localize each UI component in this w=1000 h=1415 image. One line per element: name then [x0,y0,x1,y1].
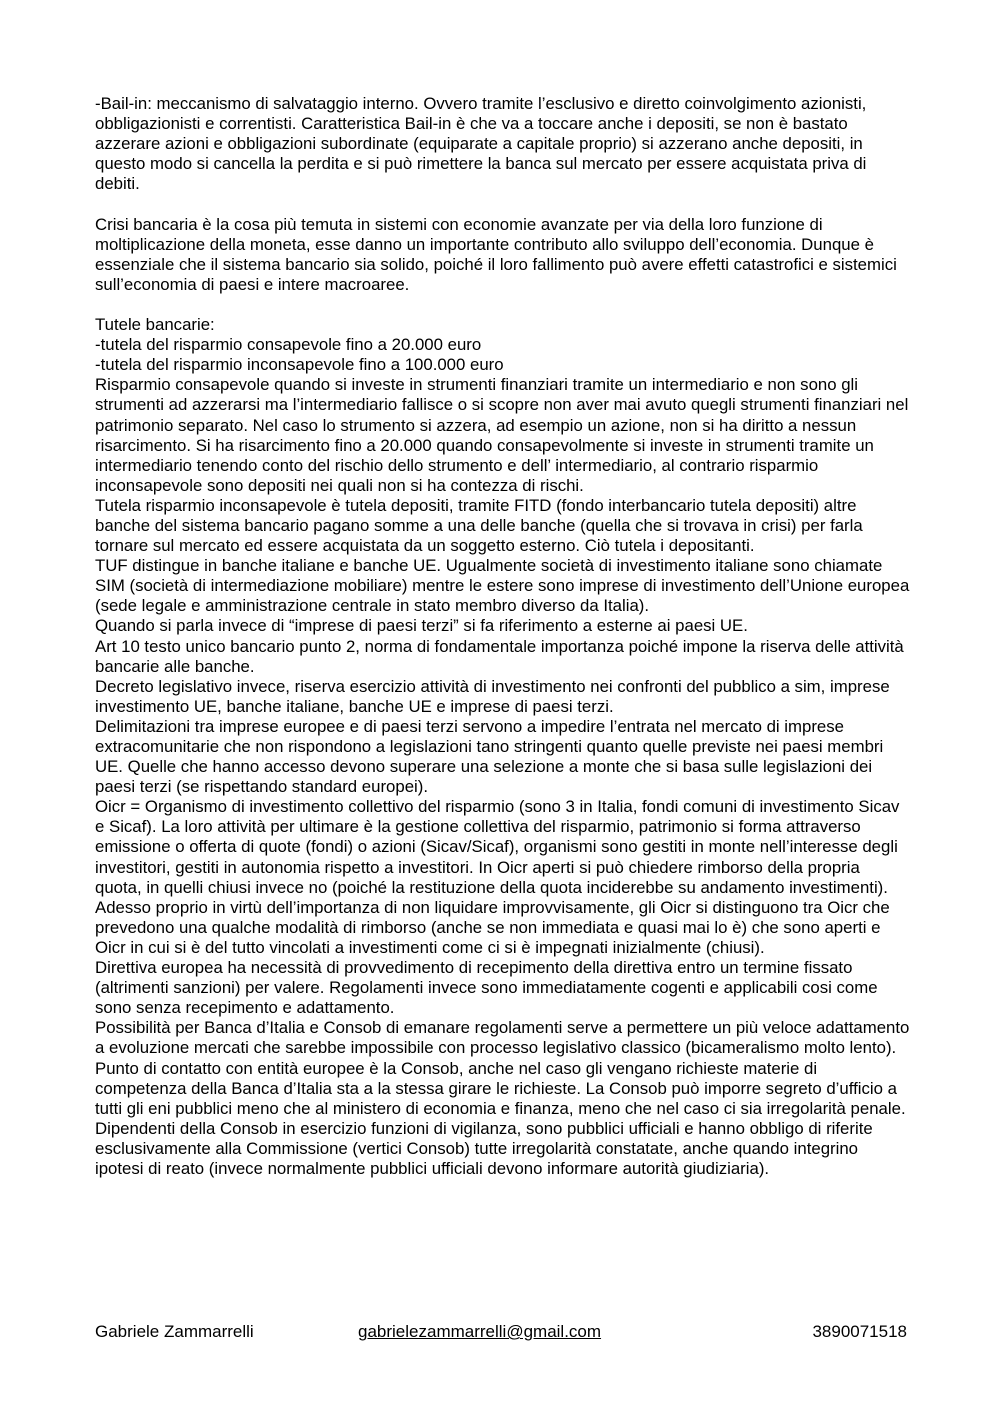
paragraph-tuf: TUF distingue in banche italiane e banche UE. Ugualmente società di investimento italiane sono chiamate SIM (società di intermediazione mobiliare) mentre le estere sono imprese di investimento dell’Unione europea (sede legale e amministrazione centrale in stato membro diverso da Italia). [95,556,910,616]
paragraph-paesi-terzi: Quando si parla invece di “imprese di paesi terzi” si fa riferimento a esterne ai paesi UE. [95,616,748,636]
paragraph-tutele-heading: Tutele bancarie: [95,315,215,335]
paragraph-spacer [95,295,910,315]
author-phone: 3890071518 [812,1322,907,1341]
paragraph-consob: Punto di contatto con entità europee è la Consob, anche nel caso gli vengano richieste materie di competenza della Banca d’Italia sta a la stessa girare le richieste. La Consob può imporre segreto d’ufficio a tutti gli eni pubblici meno che al ministero di economia e finanza, meno che nel caso ci sia irregolarità penale. Dipendenti della Consob in esercizio funzioni di vigilanza, sono pubblici ufficiali e hanno obbligo di riferite esclusivamente alla Commissione (vertici Consob) tutte irregolarità constatate, anche quando integrino ipotesi di reato (invece normalmente pubblici ufficiali devono informare autorità giudiziaria). [95,1058,906,1178]
paragraph-direttiva-europea: Direttiva europea ha necessità di provvedimento di recepimento della direttiva entro un termine fissato (altrimenti sanzioni) per valere. Regolamenti invece sono immediatamente cogenti e applicabili cosi come sono senza recepimento e adattamento. [95,958,878,1018]
paragraph-spacer [95,194,910,214]
paragraph-risparmio-consapevole: Risparmio consapevole quando si investe in strumenti finanziari tramite un intermediario e non sono gli strumenti ad azzerarsi ma l’intermediario fallisce o si scopre non aver mai avuto quegli strumenti finanziari nel patrimonio separato. Nel caso lo strumento si azzera, ad esempio un azione, non si ha diritto a nessun risarcimento. Si ha risarcimento fino a 20.000 quando consapevolmente si investe in strumenti tramite un intermediario tenendo conto del rischio dello strumento e dell’ intermediario, al contrario risparmio inconsapevole sono depositi nei quali non si ha contezza di rischi. [95,375,909,495]
paragraph-delimitazioni: Delimitazioni tra imprese europee e di paesi terzi servono a impedire l’entrata nel mercato di imprese extracomunitarie che non rispondono a legislazioni tano stringenti quanto quelle previste nei paesi membri UE. Quelle che hanno accesso devono superare una selezione a monte che si basa sulle legislazioni dei paesi terzi (se rispettando standard europei). [95,716,884,797]
paragraph-decreto-legislativo: Decreto legislativo invece, riserva esercizio attività di investimento nei confronti del pubblico a sim, imprese investimento UE, banche italiane, banche UE e imprese di paesi terzi. [95,676,890,716]
paragraph-tutela-consapevole: -tutela del risparmio consapevole fino a 20.000 euro [95,335,482,355]
document-body [95,94,910,1179]
paragraph-bail-in: -Bail-in: meccanismo di salvataggio interno. Ovvero tramite l’esclusivo e diretto coinvolgimento azionisti, obbligazionisti e correntisti. Caratteristica Bail-in è che va a toccare anche i depositi, se non è bastato azzerare azioni e obbligazioni subordinate (equiparate a capitale proprio) si azzerano anche depositi, in questo modo si cancella la perdita e si può rimettere la banca sul mercato per essere acquistata priva di debiti. [95,94,867,194]
paragraph-fitd: Tutela risparmio inconsapevole è tutela depositi, tramite FITD (fondo interbancario tutela depositi) altre banche del sistema bancario pagano somme a una delle banche (quella che si trovava in crisi) per farla tornare sul mercato ed essere acquistata da un soggetto esterno. Ciò tutela i depositanti. [95,495,863,556]
author-name: Gabriele Zammarrelli [95,1322,254,1341]
paragraph-tutela-inconsapevole: -tutela del risparmio inconsapevole fino a 100.000 euro [95,355,504,375]
author-email-link[interactable]: gabrielezammarrelli@gmail.com [358,1322,602,1341]
paragraph-regolamenti: Possibilità per Banca d’Italia e Consob di emanare regolamenti serve a permettere un più veloce adattamento a evoluzione mercati che sarebbe impossibile con processo legislativo classico (bicameralismo molto lento). [95,1018,910,1058]
paragraph-crisi-bancaria: Crisi bancaria è la cosa più temuta in sistemi con economie avanzate per via della loro funzione di moltiplicazione della moneta, esse danno un importante contributo allo sviluppo dell’economia. Dunque è essenziale che il sistema bancario sia solido, poiché il loro fallimento può avere effetti catastrofici e sistemici sull’economia di paesi e intere macroaree. [95,214,897,294]
paragraph-oicr: Oicr = Organismo di investimento collettivo del risparmio (sono 3 in Italia, fondi comuni di investimento Sicav e Sicaf). La loro attività per ultimare è la gestione collettiva del risparmio, patrimonio si forma attraverso emissione o offerta di quote (fondi) o azioni (Sicav/Sicaf), organismi sono gestiti in monte nell’interesse degli investitori, gestiti in autonomia rispetto a investitori. In Oicr aperti si può chiedere rimborso della propria quota, in quelli chiusi invece no (poiché la restituzione della quota inciderebbe su andamento investimenti). Adesso proprio in virtù dell’importanza di non liquidare improvvisamente, gli Oicr si distinguono tra Oicr che prevedono una qualche modalità di rimborso (anche se non immediata e quasi mai lo è) che sono aperti e Oicr in cui si è del tutto vincolati a investimenti come ci si è impegnati inizialmente (chiusi). [95,797,900,957]
paragraph-art-10: Art 10 testo unico bancario punto 2, norma di fondamentale importanza poiché impone la riserva delle attività bancarie alle banche. [95,636,904,676]
